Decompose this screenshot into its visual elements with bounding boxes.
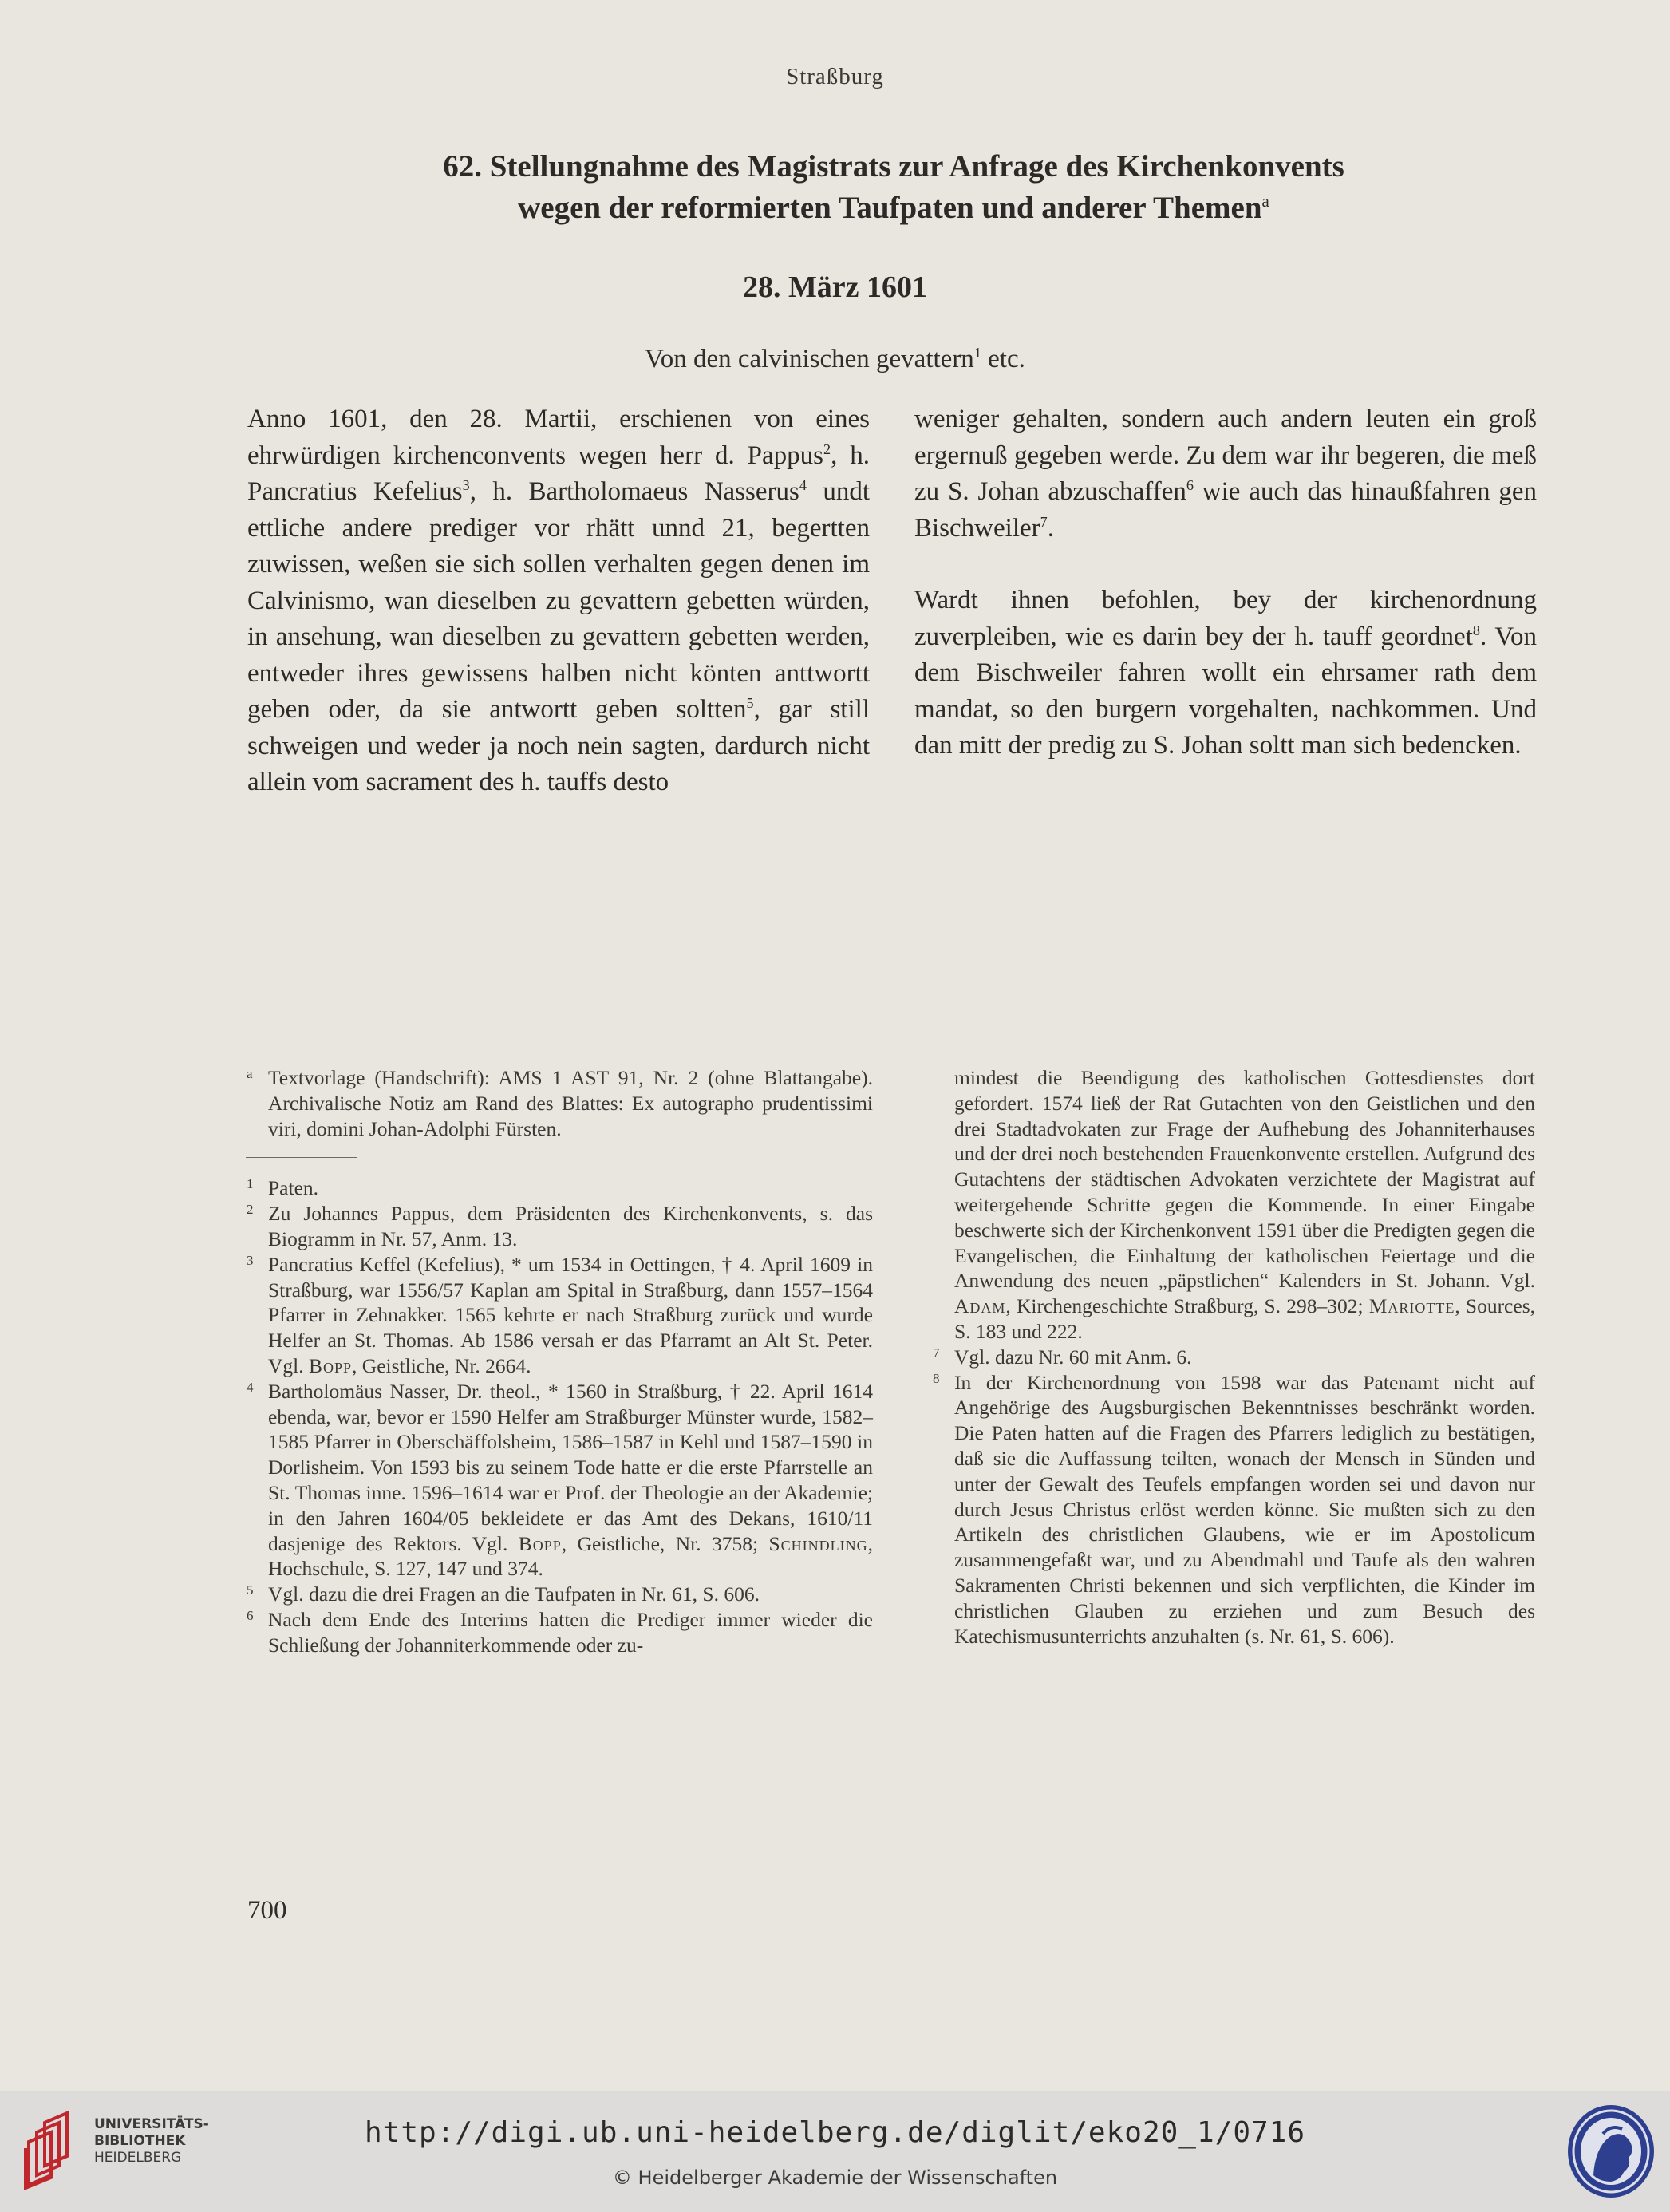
footnotes-right: [933, 1065, 1535, 1649]
footnote-8: 8 In der Kirchenordnung von 1598 war das Patenamt nicht auf Angehörige des Augsburgischen Bekenntnisses beschränkt worden. Die Paten hatten auf die Fragen des Pfarrers lediglich zu bestätigen, daß sie die Auffassung teilten, wonach der Mensch in Sünden und unter der Gewalt des Teufels empfangen worden sei und davon nur durch Jesus Christus erlöst werden könne. Sie mußten sich zu den Artikeln des christlichen Glaubens, wie er im Apostolicum zusammengefaßt war, und zu Abendmahl und Taufe als den wahren Sakramenten Christi bekennen und sich verpflichten, die Kinder im christlichen Glauben zu erziehen und zum Besuch des Katechismusunterrichts anzuhalten (s. Nr. 61, S. 606).: [933, 1370, 1535, 1648]
note-ref: 3: [462, 477, 470, 493]
footnote-4: 4 Bartholomäus Nasser, Dr. theol., * 1560 in Straßburg, † 22. April 1614 ebenda, war, bevor er 1590 Helfer am Straßburger Münster wurde, 1582–1585 Pfarrer in Oberschäffolsheim, 1586–1587 in Kehl und 1587–1590 in Dorlisheim. Von 1593 bis zu seinem Tode hatte er die erste Pfarrstelle an St. Thomas inne. 1596–1614 war er Prof. der Theologie an der Akademie; in den Jahren 1604/05 bekleidete er das Amt des Dekans, 1610/11 dasjenige des Rektors. Vgl. Bopp, Geistliche, Nr. 3758; Schindling, Hochschule, S. 127, 147 und 374.: [247, 1379, 874, 1581]
note-ref: 5: [746, 695, 754, 711]
footnote-6: 6 Nach dem Ende des Interims hatten die Prediger immer wieder die Schließung der Johanniterkommende oder zu-: [247, 1607, 873, 1657]
body-column-left: [247, 401, 870, 801]
body-paragraph: Anno 1601, den 28. Martii, erschienen von eines ehrwürdigen kirchenconvents wegen herr d. Pappus$^2$, h. Pancratius Kefelius$^3$, h. Bartholomaeus Nasserus$^4$ undt ettliche andere prediger vor rhätt unnd 21, begertten zuwissen, weßen sie sich sollen verhalten gegen denen im Calvinismo, wan dieselben zu gevattern gebetten würden, in ansehung, wan dieselben zu gevattern gebetten werden, entweder ihres gewissens halben nicht könten anttwortt geben oder, da sie antwortt geben soltten$^5$, gar still schweigen und weder ja noch nein sagten, dardurch nicht allein vom sacrament des h. tauffs desto: [247, 405, 871, 796]
document-title: [239, 146, 1548, 229]
university-seal-icon[interactable]: [1565, 2102, 1657, 2201]
footnote-3: 3 Pancratius Keffel (Kefelius), * um 1534 in Oettingen, † 4. April 1609 in Straßburg, war 1556/57 Kaplan am Spital in Straßburg, dann 1557–1564 Pfarrer in Zehnakker. 1565 kehrte er nach Straßburg zurück und wurde Helfer an St. Thomas. Ab 1586 versah er das Pfarramt an Alt St. Peter. Vgl. Bopp, Geistliche, Nr. 2664.: [247, 1252, 873, 1377]
title-line-2: wegen der reformierten Taufpaten und anderer Themen$^a$: [518, 191, 1269, 225]
running-head: Straßburg: [786, 64, 884, 89]
note-ref: 4: [799, 477, 807, 493]
footnote-5: 5 Vgl. dazu die drei Fragen an die Taufpaten in Nr. 61, S. 606.: [247, 1582, 760, 1606]
footnote-6-continued: mindest die Beendigung des katholischen Gottesdienstes dort gefordert. 1574 ließ der Rat Gutachten von den Geistlichen und den drei Stadtadvokaten zur Frage der Aufhebung des Johanniterhauses und der drei noch bestehenden Frauenkonvente erstellen. Aufgrund des Gutachtens der städtischen Advokaten verzichtete der Magistrat auf weitergehende Schritte gegen die Kommende. In einer Eingabe beschwerte sich der Kirchenkonvent 1591 über die Predigten gegen die Evangelischen, die Einhaltung der katholischen Feiertage und die Anwendung des neuen „päpstlichen“ Kalenders in St. Johann. Vgl. Adam, Kirchengeschichte Straßburg, S. 298–302; Mariotte, Sources, S. 183 und 222.: [954, 1066, 1535, 1343]
subtitle-note-marker: 1: [973, 345, 981, 361]
document-subtitle: Von den calvinischen gevattern$^1$ etc.: [645, 345, 1025, 373]
footnote-7: 7 Vgl. dazu Nr. 60 mit Anm. 6.: [933, 1345, 1192, 1369]
footnote-divider: [246, 1157, 357, 1158]
title-note-marker: a: [1261, 192, 1269, 211]
body-column-right: [914, 401, 1537, 764]
note-ref: 6: [1186, 477, 1194, 493]
note-ref: 8: [1472, 622, 1480, 638]
body-paragraph: weniger gehalten, sondern auch andern leuten ein groß ergernuß gegeben werde. Zu dem war ihr begeren, die meß zu S. Johan abzuschaffen$^6$ wie auch das hinaußfahren gen Bischweiler$^7$.: [914, 405, 1537, 543]
note-ref: 7: [1040, 513, 1048, 530]
footnotes-left: [247, 1065, 874, 1658]
footnote-1: 1 Paten.: [247, 1176, 319, 1200]
title-line-1: 62. Stellungnahme des Magistrats zur Anfrage des Kirchenkonvents: [443, 149, 1344, 184]
document-date: 28. März 1601: [742, 271, 928, 304]
body-paragraph: Wardt ihnen befohlen, bey der kirchenordnung zuverpleiben, wie es darin bey der h. tauff geordnet$^8$. Von dem Bischweiler fahren wollt ein ehrsamer rath dem mandat, so den burgern vorgehalten, nachkommen. Und dan mitt der predig zu S. Johan soltt man sich bedencken.: [914, 586, 1537, 760]
footnote-a: a Textvorlage (Handschrift): AMS 1 AST 91, Nr. 2 (ohne Blattangabe). Archivalische Notiz am Rand des Blattes: Ex autographo prudentissimi viri, domini Johan-Adolphi Fürsten.: [247, 1066, 873, 1140]
footnote-2: 2 Zu Johannes Pappus, dem Präsidenten des Kirchenkonvents, s. das Biogramm in Nr. 57, Anm. 13.: [247, 1202, 873, 1250]
copyright-notice: © Heidelberger Akademie der Wissenschaften: [612, 2167, 1058, 2189]
permalink-url[interactable]: http://digi.ub.uni-heidelberg.de/diglit/eko20_1/0716: [364, 2116, 1306, 2149]
library-name[interactable]: UNIVERSITÄTS- BIBLIOTHEK HEIDELBERG: [94, 2116, 209, 2166]
viewer-footer: [0, 2091, 1670, 2212]
page-number: 700: [247, 1896, 287, 1925]
note-ref: 2: [823, 440, 831, 457]
